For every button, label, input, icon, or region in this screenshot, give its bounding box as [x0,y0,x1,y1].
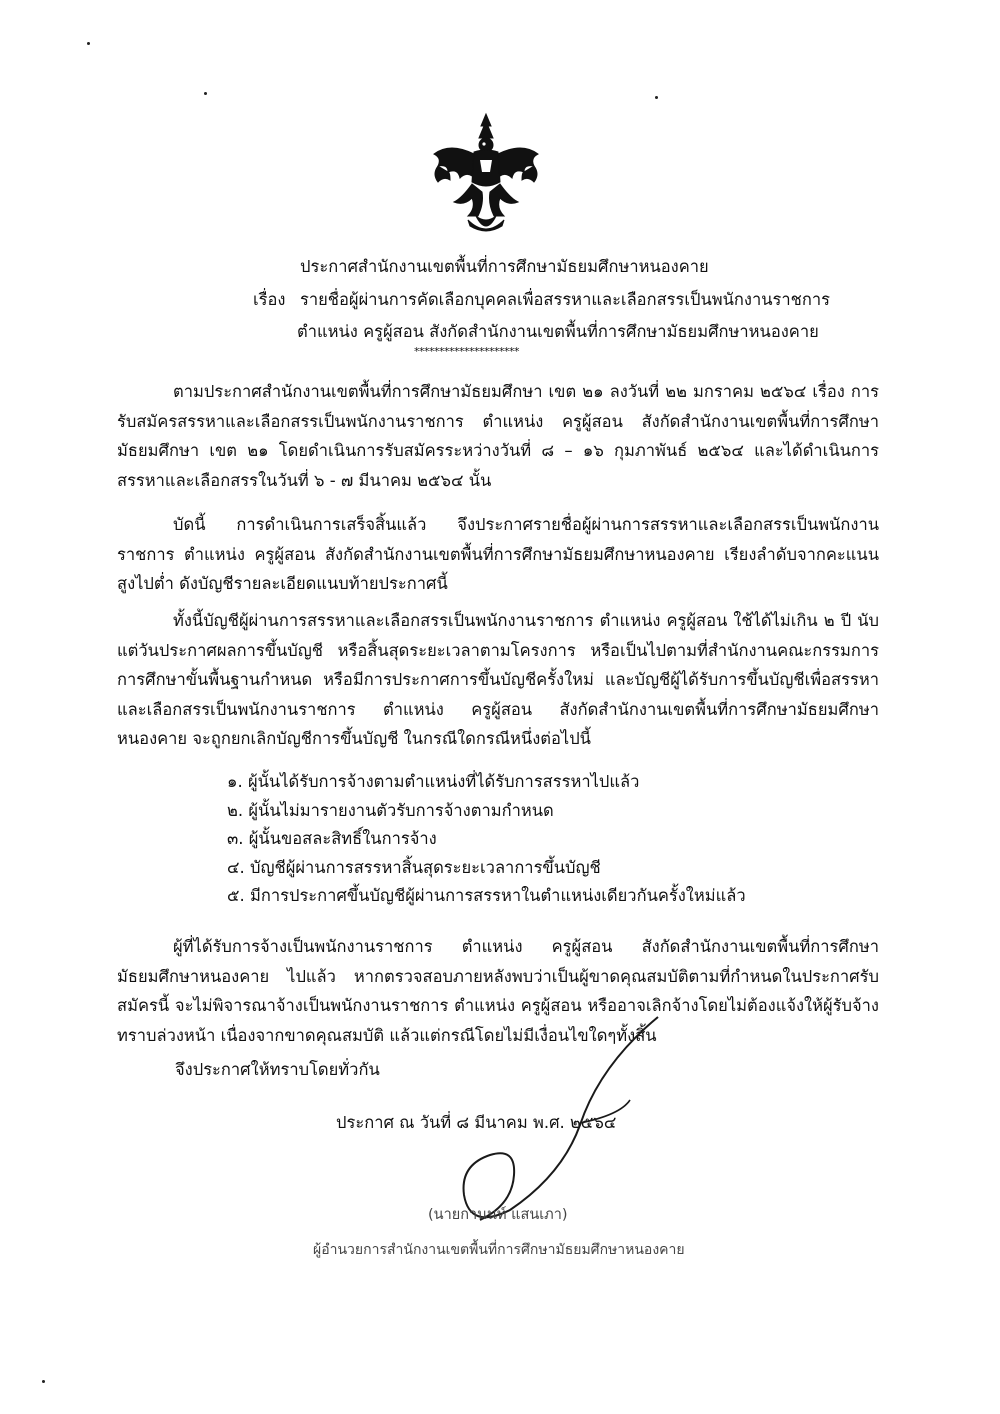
subject-label: เรื่อง [253,290,286,309]
paragraph-3 [117,606,879,754]
handwritten-signature [430,1005,690,1235]
paragraph-1 [117,377,879,495]
conditions-list [227,768,746,911]
paragraph-2-text: บัดนี้ การดำเนินการเสร็จสิ้นแล้ว จึงประกาศรายชื่อผู้ผ่านการสรรหาและเลือกสรรเป็นพนักงานราชการ ตำแหน่ง ครูผู้สอน สังกัดสำนักงานเขตพื้นที่การศึกษามัธยมศึกษาหนองคาย เรียงลำดับจากคะแนนสูงไปต่ำ ดังบัญชีรายละเอียดแนบท้ายประกาศนี้ [117,515,879,593]
closing-statement: จึงประกาศให้ทราบโดยทั่วกัน [175,1060,380,1079]
header-separator: ********************* [414,345,519,358]
paragraph-1-text: ตามประกาศสำนักงานเขตพื้นที่การศึกษามัธยมศึกษา เขต ๒๑ ลงวันที่ ๒๒ มกราคม ๒๕๖๔ เรื่อง การรับสมัครสรรหาและเลือกสรรเป็นพนักงานราชการ ตำแหน่ง ครูผู้สอน สังกัดสำนักงานเขตพื้นที่การศึกษามัธยมศึกษา เขต ๒๑ โดยดำเนินการรับสมัครระหว่างวันที่ ๘ – ๑๖ กุมภาพันธ์ ๒๕๖๔ และได้ดำเนินการสรรหาและเลือกสรรในวันที่ ๖ - ๗ มีนาคม ๒๕๖๔ นั้น [117,382,879,490]
subject-line-1: รายชื่อผู้ผ่านการคัดเลือกบุคคลเพื่อสรรหาและเลือกสรรเป็นพนักงานราชการ [300,290,830,309]
paragraph-4-text: ผู้ที่ได้รับการจ้างเป็นพนักงานราชการ ตำแหน่ง ครูผู้สอน สังกัดสำนักงานเขตพื้นที่การศึกษามัธยมศึกษาหนองคาย ไปแล้ว หากตรวจสอบภายหลังพบว่าเป็นผู้ขาดคุณสมบัติตามที่กำหนดในประกาศรับสมัครนี้ จะไม่พิจารณาจ้างเป็นพนักงานราชการ ตำแหน่ง ครูผู้สอน หรืออาจเลิกจ้างโดยไม่ต้องแจ้งให้ผู้รับจ้างทราบล่วงหน้า เนื่องจากขาดคุณสมบัติ แล้วแต่กรณีโดยไม่มีเงื่อนไขใดๆทั้งสิ้น [117,937,879,1045]
subject-line-2: ตำแหน่ง ครูผู้สอน สังกัดสำนักงานเขตพื้นที่การศึกษามัธยมศึกษาหนองคาย [297,322,819,341]
scan-speck [87,42,90,45]
announcement-dateline: ประกาศ ณ วันที่ ๘ มีนาคม พ.ศ. ๒๕๖๔ [336,1113,617,1132]
garuda-emblem-icon [428,112,544,238]
list-item: ๓. ผู้นั้นขอสละสิทธิ์ในการจ้าง [227,829,437,848]
scan-speck [42,1380,45,1383]
list-item: ๑. ผู้นั้นได้รับการจ้างตามตำแหน่งที่ได้รับการสรรหาไปแล้ว [227,772,640,791]
paragraph-3-text: ทั้งนี้บัญชีผู้ผ่านการสรรหาและเลือกสรรเป็นพนักงานราชการ ตำแหน่ง ครูผู้สอน ใช้ได้ไม่เกิน ๒ ปี นับแต่วันประกาศผลการขึ้นบัญชี หรือสิ้นสุดระยะเวลาตามโครงการ หรือเป็นไปตามที่สำนักงานคณะกรรมการการศึกษาขั้นพื้นฐานกำหนด หรือมีการประกาศการขึ้นบัญชีครั้งใหม่ และบัญชีผู้ได้รับการขึ้นบัญชีเพื่อสรรหาและเลือกสรรเป็นพนักงานราชการ ตำแหน่ง ครูผู้สอน สังกัดสำนักงานเขตพื้นที่การศึกษามัธยมศึกษาหนองคาย จะถูกยกเลิกบัญชีการขึ้นบัญชี ในกรณีใดกรณีหนึ่งต่อไปนี้ [117,611,879,748]
scan-speck [204,92,207,95]
scan-speck [655,96,658,99]
list-item: ๔. บัญชีผู้ผ่านการสรรหาสิ้นสุดระยะเวลาการขึ้นบัญชี [227,857,601,877]
signer-title: ผู้อำนวยการสำนักงานเขตพื้นที่การศึกษามัธยมศึกษาหนองคาย [313,1242,685,1258]
signer-name: (นายกานนท์ แสนเภา) [428,1207,568,1223]
announcement-title: ประกาศสำนักงานเขตพื้นที่การศึกษามัธยมศึกษาหนองคาย [300,257,709,276]
list-item: ๕. มีการประกาศขึ้นบัญชีผู้ผ่านการสรรหาในตำแหน่งเดียวกันครั้งใหม่แล้ว [227,886,746,905]
list-item: ๒. ผู้นั้นไม่มารายงานตัวรับการจ้างตามกำหนด [227,800,554,820]
paragraph-2 [117,510,879,599]
